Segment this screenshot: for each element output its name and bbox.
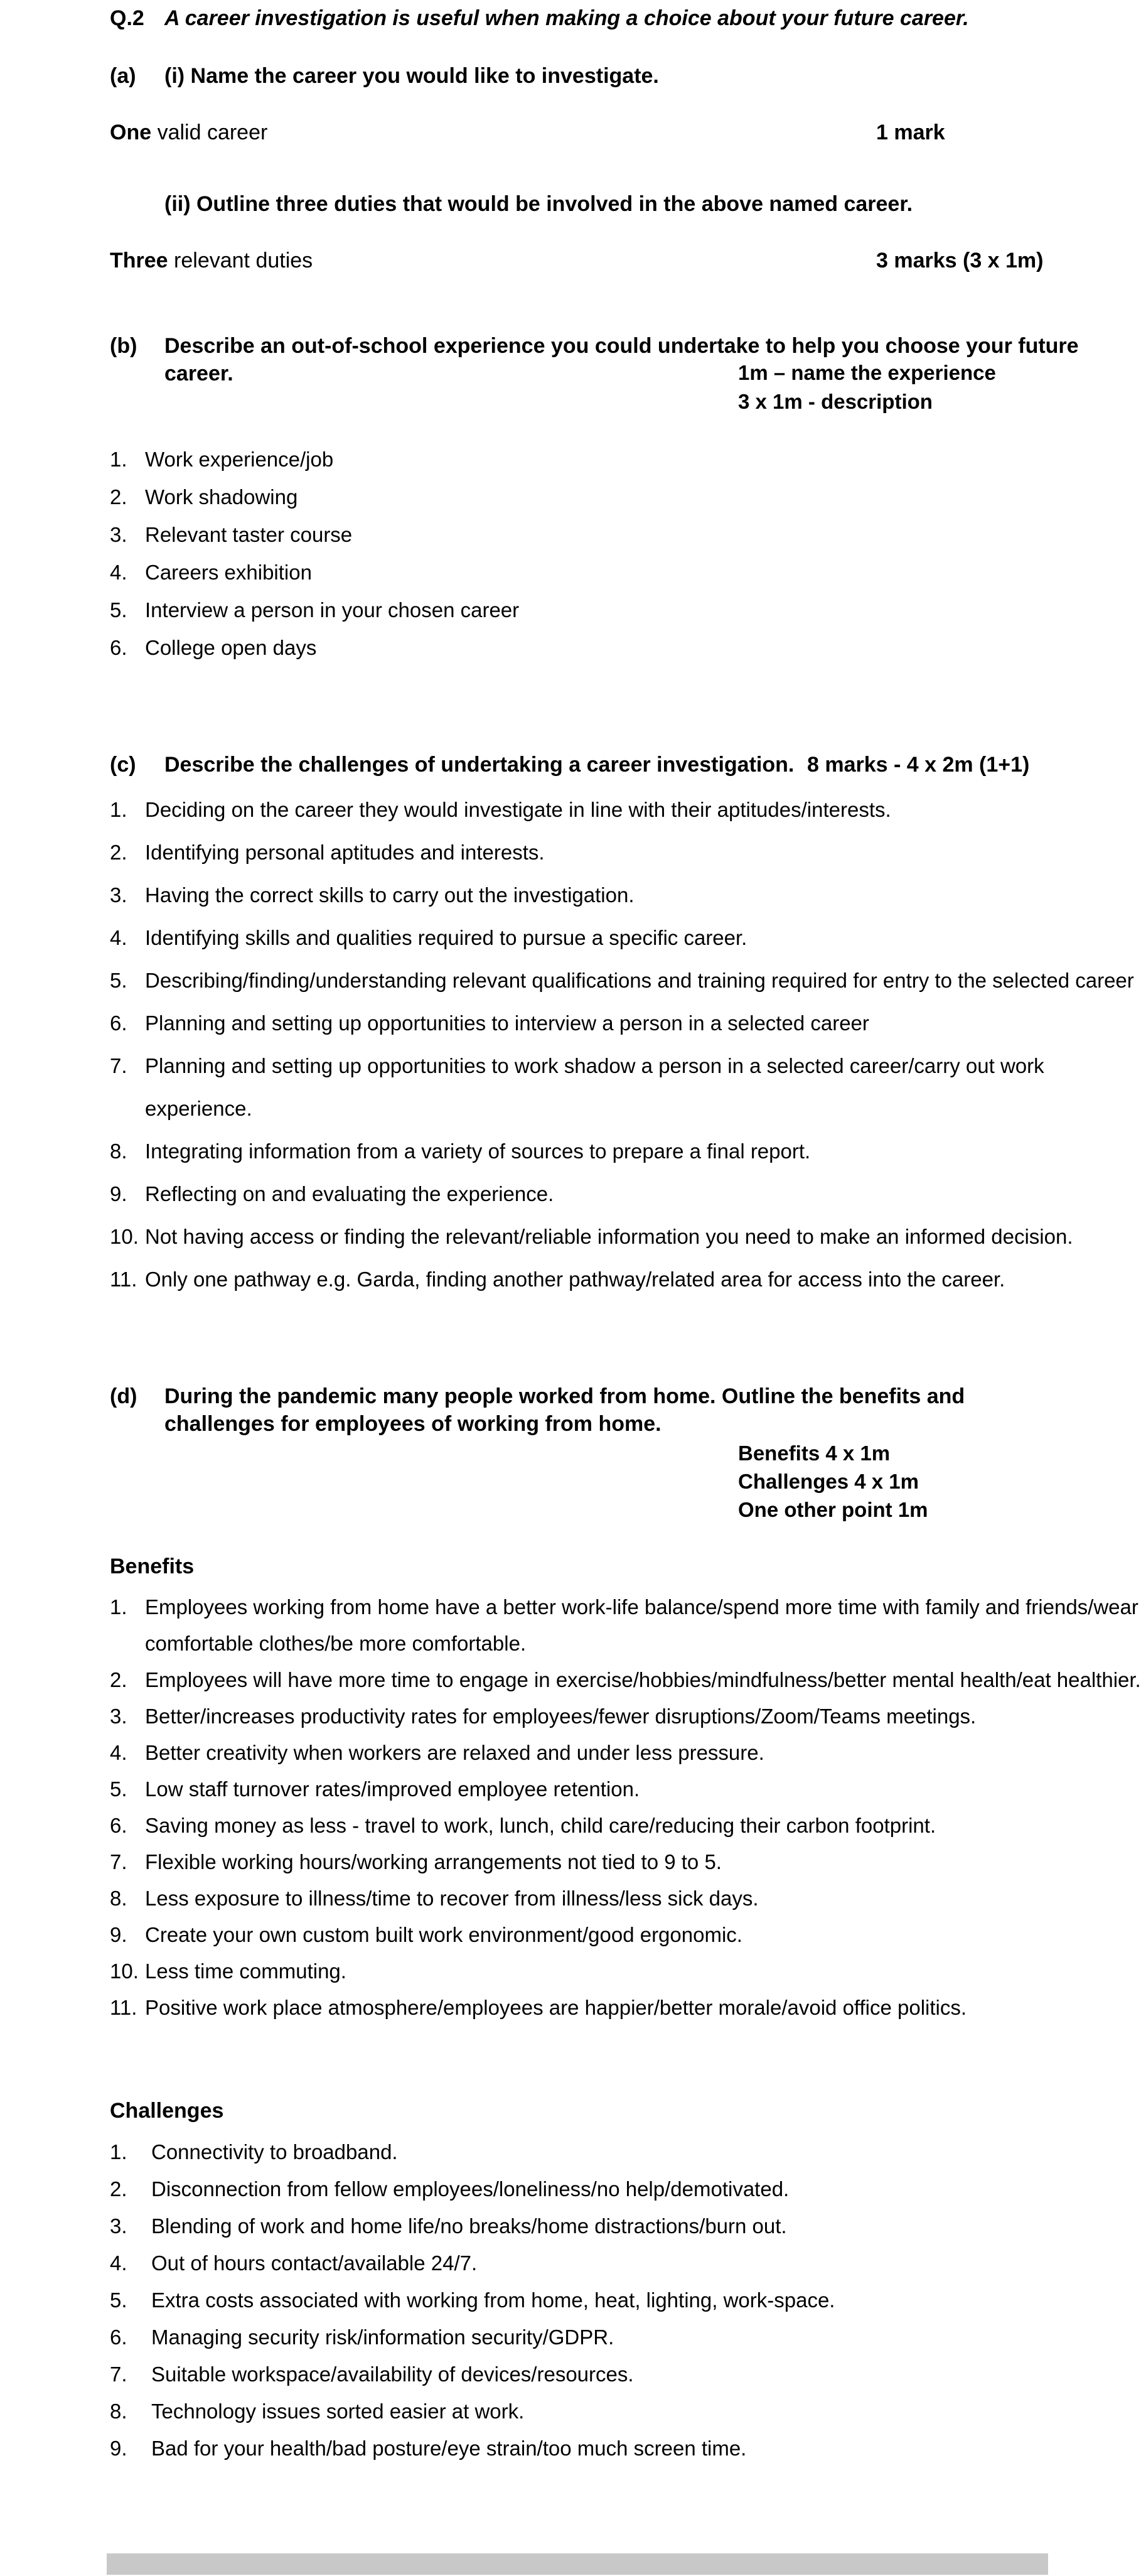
answer-emphasis: Three <box>110 249 168 272</box>
list-item: 1. Work experience/job <box>110 448 334 471</box>
part-b-question-line-2: career. <box>164 362 233 385</box>
list-item: 6. Saving money as less - travel to work, lunch, child care/reducing their carbon footprint. <box>110 1814 936 1837</box>
part-a-question-1: (i) Name the career you would like to investigate. <box>164 64 659 88</box>
list-item: 8. Integrating information from a variety of sources to prepare a final report. <box>110 1140 811 1163</box>
part-a-marks-1: 1 mark <box>876 121 945 144</box>
answer-emphasis: One <box>110 121 152 144</box>
list-item: 2. Employees will have more time to engage in exercise/hobbies/mindfulness/better mental health/eat healthier. <box>110 1668 1141 1691</box>
part-c-marks: 8 marks - 4 x 2m (1+1) <box>807 753 1030 777</box>
list-item: 7. Planning and setting up opportunities to work shadow a person in a selected career/carry out work experience. <box>110 1054 1044 1120</box>
list-item: 9. Bad for your health/bad posture/eye strain/too much screen time. <box>110 2437 747 2460</box>
list-item: 3. Blending of work and home life/no breaks/home distractions/burn out. <box>110 2214 787 2238</box>
part-d-marks-line-2: Challenges 4 x 1m <box>738 1470 919 1493</box>
list-item: 5. Interview a person in your chosen career <box>110 598 520 622</box>
question-number: Q.2 <box>110 6 144 30</box>
list-item: 2. Identifying personal aptitudes and interests. <box>110 841 545 864</box>
part-c-list <box>110 789 1141 1301</box>
part-d-marks-line-3: One other point 1m <box>738 1498 928 1521</box>
answer-text: valid career <box>151 121 268 144</box>
list-item: 2. Disconnection from fellow employees/loneliness/no help/demotivated. <box>110 2177 790 2201</box>
part-a-label: (a) <box>110 64 136 88</box>
list-item: 1. Connectivity to broadband. <box>110 2140 398 2164</box>
list-item: 3. Relevant taster course <box>110 523 353 546</box>
list-item: 7. Flexible working hours/working arrangements not tied to 9 to 5. <box>110 1850 722 1873</box>
list-item: 5. Describing/finding/understanding relevant qualifications and training required for entry to the selected career <box>110 969 1134 992</box>
part-b-label: (b) <box>110 334 137 358</box>
list-item: 10. Less time commuting. <box>110 1959 346 1983</box>
list-item: 4. Careers exhibition <box>110 561 312 584</box>
list-item: 1. Employees working from home have a better work-life balance/spend more time with family and friends/wear comfortable clothes/be more comfortable. <box>110 1595 1138 1655</box>
list-item: 4. Better creativity when workers are relaxed and under less pressure. <box>110 1741 764 1764</box>
footer-bar <box>107 2553 1048 2575</box>
part-a-marks-2: 3 marks (3 x 1m) <box>876 249 1044 272</box>
part-a-answer-2 <box>110 247 313 274</box>
list-item: 3. Better/increases productivity rates for employees/fewer disruptions/Zoom/Teams meetings. <box>110 1705 977 1728</box>
benefits-list <box>110 1589 1141 2026</box>
list-item: 10. Not having access or finding the relevant/reliable information you need to make an informed decision. <box>110 1225 1073 1248</box>
challenges-heading: Challenges <box>110 2099 224 2123</box>
list-item: 3. Having the correct skills to carry out the investigation. <box>110 883 635 907</box>
part-d-question-line-1: During the pandemic many people worked from home. Outline the benefits and <box>164 1384 965 1408</box>
list-item: 5. Low staff turnover rates/improved employee retention. <box>110 1777 640 1801</box>
list-item: 9. Reflecting on and evaluating the experience. <box>110 1182 554 1205</box>
list-item: 11. Only one pathway e.g. Garda, finding another pathway/related area for access into the career. <box>110 1268 1005 1291</box>
part-c-label: (c) <box>110 753 136 777</box>
part-b-marks-line-2: 3 x 1m - description <box>738 390 933 413</box>
list-item: 1. Deciding on the career they would investigate in line with their aptitudes/interests. <box>110 798 891 821</box>
answer-text: relevant duties <box>168 249 313 272</box>
list-item: 2. Work shadowing <box>110 485 298 509</box>
question-intro: A career investigation is useful when making a choice about your future career. <box>164 6 969 30</box>
part-d-question-line-2: challenges for employees of working from home. <box>164 1412 662 1436</box>
part-a-question-2: (ii) Outline three duties that would be involved in the above named career. <box>164 192 913 216</box>
part-b-list <box>110 441 519 667</box>
list-item: 8. Technology issues sorted easier at work. <box>110 2400 525 2423</box>
list-item: 6. Managing security risk/information security/GDPR. <box>110 2325 614 2349</box>
list-item: 4. Out of hours contact/available 24/7. <box>110 2251 478 2275</box>
list-item: 5. Extra costs associated with working from home, heat, lighting, work-space. <box>110 2288 835 2312</box>
part-b-question-line-1: Describe an out-of-school experience you could undertake to help you choose your future <box>164 334 1079 358</box>
benefits-heading: Benefits <box>110 1555 195 1578</box>
part-b-marks-line-1: 1m – name the experience <box>738 361 996 384</box>
list-item: 6. College open days <box>110 636 317 659</box>
challenges-list <box>110 2133 835 2467</box>
list-item: 8. Less exposure to illness/time to recover from illness/less sick days. <box>110 1887 759 1910</box>
list-item: 4. Identifying skills and qualities required to pursue a specific career. <box>110 926 747 949</box>
part-d-marks-line-1: Benefits 4 x 1m <box>738 1442 891 1465</box>
list-item: 6. Planning and setting up opportunities to interview a person in a selected career <box>110 1011 869 1035</box>
part-c-question: Describe the challenges of undertaking a career investigation. <box>164 753 795 777</box>
list-item: 9. Create your own custom built work environment/good ergonomic. <box>110 1923 742 1946</box>
list-item: 7. Suitable workspace/availability of devices/resources. <box>110 2363 634 2386</box>
list-item: 11. Positive work place atmosphere/employees are happier/better morale/avoid office politics. <box>110 1996 967 2019</box>
part-a-answer-1 <box>110 119 267 146</box>
part-d-label: (d) <box>110 1384 137 1408</box>
